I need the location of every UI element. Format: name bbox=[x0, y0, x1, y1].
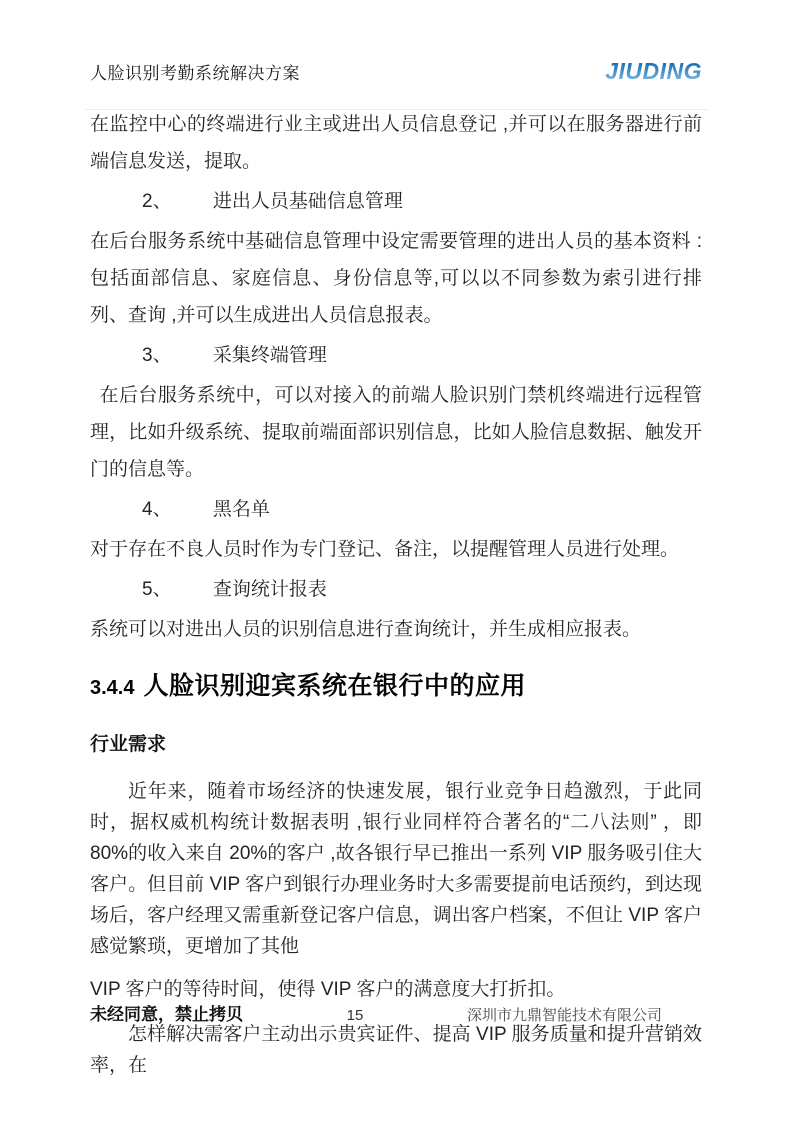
list-item-label: 查询统计报表 bbox=[212, 579, 327, 600]
list-item-number: 2、 bbox=[142, 191, 172, 212]
paragraph-report: 系统可以对进出人员的识别信息进行查询统计，并生成相应报表。 bbox=[90, 619, 642, 640]
paragraph-blacklist: 对于存在不良人员时作为专门登记、备注，以提醒管理人员进行处理。 bbox=[90, 539, 680, 560]
page-header bbox=[90, 58, 702, 85]
paragraph-bank-1: 近年来，随着市场经济的快速发展，银行业竞争日趋激烈，于此同时，据权威机构统计数据表明 ,银行业同样符合著名的“二八法则” ，即 80%的收入来自 20%的客户 ,故各银行早已推出一系列 VIP 服务吸引住大客户。但目前 VIP 客户到银行办理业务时大多需要提前电话预约，到达现场后，客户经理又需重新登记客户信息，调出客户档案，不但让 VIP 客户感觉繁琐，更增加了其他 bbox=[90, 781, 702, 957]
list-item-number: 4、 bbox=[142, 499, 172, 520]
section-number: 3.4.4 bbox=[90, 677, 135, 699]
paragraph-bank-2: VIP 客户的等待时间，使得 VIP 客户的满意度大打折扣。 bbox=[90, 979, 566, 1000]
document-body bbox=[90, 106, 702, 1084]
section-title: 人脸识别迎宾系统在银行中的应用 bbox=[143, 672, 526, 700]
footer-copy-notice: 未经同意，禁止拷贝 bbox=[90, 1005, 243, 1024]
list-item-label: 进出人员基础信息管理 bbox=[212, 191, 403, 212]
paragraph-bank-3: 怎样解决需客户主动出示贵宾证件、提高 VIP 服务质量和提升营销效率，在 bbox=[90, 1024, 702, 1076]
list-item-3 bbox=[90, 337, 702, 374]
list-item-label: 采集终端管理 bbox=[212, 345, 327, 366]
list-item-number: 5、 bbox=[142, 579, 172, 600]
list-item-2 bbox=[90, 183, 702, 220]
header-title: 人脸识别考勤系统解决方案 bbox=[90, 64, 300, 83]
page-footer bbox=[90, 1000, 662, 1025]
paragraph-basic-info: 在后台服务系统中基础信息管理中设定需要管理的进出人员的基本资料 :包括面部信息、家庭信息、身份信息等,可以以不同参数为索引进行排列、查询 ,并可以生成进出人员信息报表。 bbox=[90, 231, 702, 326]
section-heading bbox=[90, 668, 702, 708]
list-item-5 bbox=[90, 571, 702, 608]
list-item-number: 3、 bbox=[142, 345, 172, 366]
list-item-4 bbox=[90, 491, 702, 528]
footer-company: 深圳市九鼎智能技术有限公司 bbox=[466, 1007, 662, 1024]
list-item-label: 黑名单 bbox=[212, 499, 270, 520]
page-number: 15 bbox=[346, 1007, 364, 1024]
paragraph-terminal: 在后台服务系统中，可以对接入的前端人脸识别门禁机终端进行远程管 理，比如升级系统、提取前端面部识别信息，比如人脸信息数据、触发开门的信息等。 bbox=[90, 385, 702, 480]
jiuding-logo: JIUDING bbox=[605, 58, 702, 84]
paragraph-intro: 在监控中心的终端进行业主或进出人员信息登记 ,并可以在服务器进行前端信息发送，提取。 bbox=[90, 114, 702, 172]
subheading-industry-demand: 行业需求 bbox=[90, 734, 167, 755]
